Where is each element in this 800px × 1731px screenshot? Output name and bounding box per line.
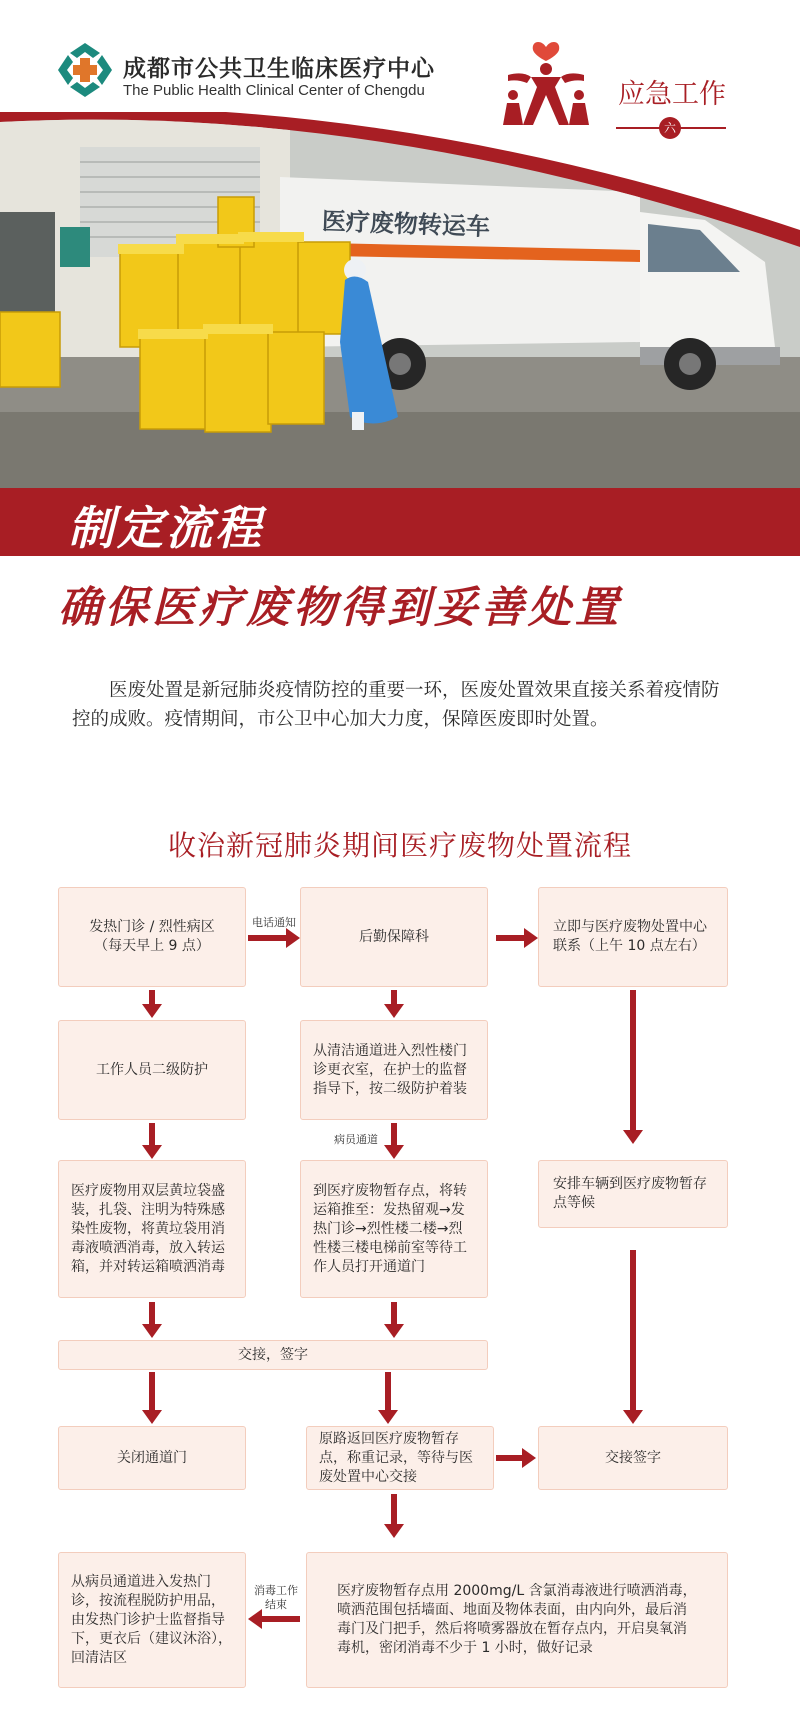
box-return-weigh (306, 1426, 494, 1490)
handover-sign2-label: 交接签字 (605, 1449, 661, 1466)
series-title: 应急工作 (618, 79, 726, 110)
flow-chart-title: 收治新冠肺炎期间医疗废物处置流程 (167, 829, 632, 862)
packaging-label: 医疗废物用双层黄垃袋盛装，扎袋、注明为特殊感染性废物，将黄垃袋用消毒液喷洒消毒，放入转运箱，并对转运箱喷洒消毒 (71, 1182, 225, 1275)
box-close-door (58, 1426, 246, 1490)
fever-clinic-line1: 发热门诊 / 烈性病区 (89, 919, 215, 935)
fever-clinic-line2: （每天早上 9 点） (94, 938, 210, 954)
close-door-label: 关闭通道门 (117, 1449, 187, 1466)
return-weigh-label: 原路返回医疗废物暂存点，称重记录，等待与医废处置中心交接 (319, 1430, 473, 1485)
box-packaging (58, 1160, 246, 1298)
arrow-col2-r4 (385, 1372, 391, 1410)
box-handover-sign2 (538, 1426, 728, 1490)
arrow-col1-r4 (149, 1372, 155, 1410)
box-handover-sign (58, 1340, 488, 1370)
contact-center-label: 立即与医疗废物处置中心联系（上午 10 点左右） (553, 919, 707, 954)
intro-paragraph: 医废处置是新冠肺炎疫情防控的重要一环，医废处置效果直接关系着疫情防控的成败。疫情期间，市公卫中心加大力度，保障医废即时处置。 (72, 680, 720, 730)
box-logistics (300, 887, 488, 987)
subtitle: 确保医疗废物得到妥善处置 (58, 583, 622, 633)
series-number-badge: 六 (659, 117, 681, 139)
truck-label: 医疗废物转运车 (321, 207, 491, 242)
arrow-col2-r1 (391, 990, 397, 1004)
arrow-logistics-to-contact (496, 935, 524, 941)
arrow-return-to-handover (496, 1455, 522, 1461)
arrow-col3-long1 (630, 990, 636, 1130)
clean-channel-label: 从清洁通道进入烈性楼门诊更衣室，在护士的监督指导下，按二级防护着装 (313, 1042, 467, 1097)
undress-label: 从病员通道进入发热门诊，按流程脱防护用品，由发热门诊护士监督指导下，更衣后（建议沐浴），回清洁区 (71, 1573, 232, 1666)
band-title: 制定流程 (68, 501, 264, 555)
arrow-fever-to-logistics (248, 935, 286, 941)
logistics-label: 后勤保障科 (359, 928, 429, 945)
arrow-disinfect-to-undress (262, 1616, 300, 1622)
org-name-en: The Public Health Clinical Center of Chengdu (123, 82, 425, 99)
arrow-col2-r5 (391, 1494, 397, 1524)
handover-sign-label: 交接，签字 (238, 1346, 308, 1363)
disinfect-label: 医疗废物暂存点用 2000mg/L 含氯消毒液进行喷洒消毒，喷洒范围包括墙面、地面及物体表面，由内向外，最后消毒门及门把手，然后将喷雾器放在暂存点内，开启臭氧消毒机，密闭消毒不少于 1 小时，做好记录 (337, 1583, 697, 1656)
box-staff-protection (58, 1020, 246, 1120)
box-arrange-vehicle (538, 1160, 728, 1228)
arrow-col2-r2 (391, 1123, 397, 1145)
note-patient-channel: 病员通道 (334, 1133, 378, 1146)
hospital-logo-icon (55, 40, 115, 100)
arrow-col1-r2 (149, 1123, 155, 1145)
note-phone-notice: 电话通知 (252, 916, 296, 929)
box-undress (58, 1552, 246, 1688)
medical-waste-truck-photo (0, 112, 800, 490)
arrow-col1-r3 (149, 1302, 155, 1324)
box-fever-clinic (58, 887, 246, 987)
arrow-col3-long2 (630, 1250, 636, 1410)
transport-route-label: 到医疗废物暂存点，将转运箱推至：发热留观→发热门诊→烈性楼二楼→烈性楼三楼电梯前室等待工作人员打开通道门 (313, 1182, 467, 1275)
note-disinfect-end: 消毒工作结束 (254, 1584, 298, 1611)
box-clean-channel (300, 1020, 488, 1120)
box-disinfect (306, 1552, 728, 1688)
arrow-col1-r1 (149, 990, 155, 1004)
box-transport-route (300, 1160, 488, 1298)
org-name-cn: 成都市公共卫生临床医疗中心 (123, 56, 435, 82)
arrow-col2-r3 (391, 1302, 397, 1324)
box-contact-center (538, 887, 728, 987)
staff-protection-label: 工作人员二级防护 (96, 1061, 208, 1078)
arrange-vehicle-label: 安排车辆到医疗废物暂存点等候 (553, 1176, 707, 1211)
